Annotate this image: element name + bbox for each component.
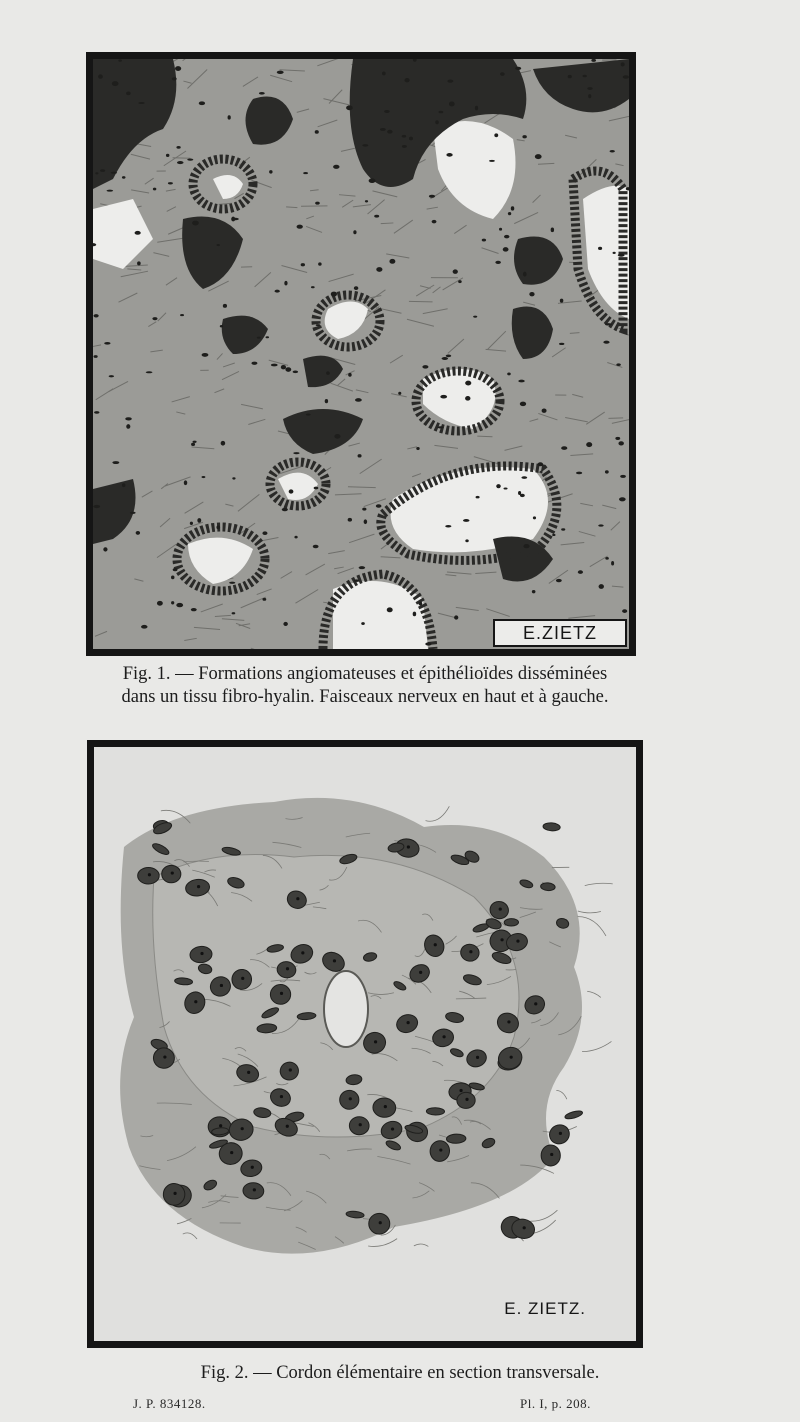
figure-2-illustration	[87, 740, 643, 1348]
central-lumen	[324, 971, 368, 1047]
figure-1-caption-line-2: dans un tissu fibro-hyalin. Faisceaux nerveux en haut et à gauche.	[121, 687, 609, 707]
plate-reference: Pl. I, p. 208.	[520, 1396, 591, 1411]
artist-signature: E. ZIETZ.	[504, 1299, 586, 1318]
figure-1-drawing	[93, 59, 629, 649]
journal-reference: J. P. 834128.	[133, 1396, 206, 1411]
figure-1-illustration	[86, 52, 636, 656]
artist-signature-box: E.ZIETZ	[493, 619, 627, 647]
figure-1-caption-line-1: Fig. 1. — Formations angiomateuses et épithélioïdes disséminées	[122, 664, 608, 684]
figure-2-caption: Fig. 2. — Cordon élémentaire en section transversale.	[200, 1363, 600, 1383]
figure-2-drawing	[94, 747, 636, 1341]
figure-1-caption	[95, 663, 635, 709]
